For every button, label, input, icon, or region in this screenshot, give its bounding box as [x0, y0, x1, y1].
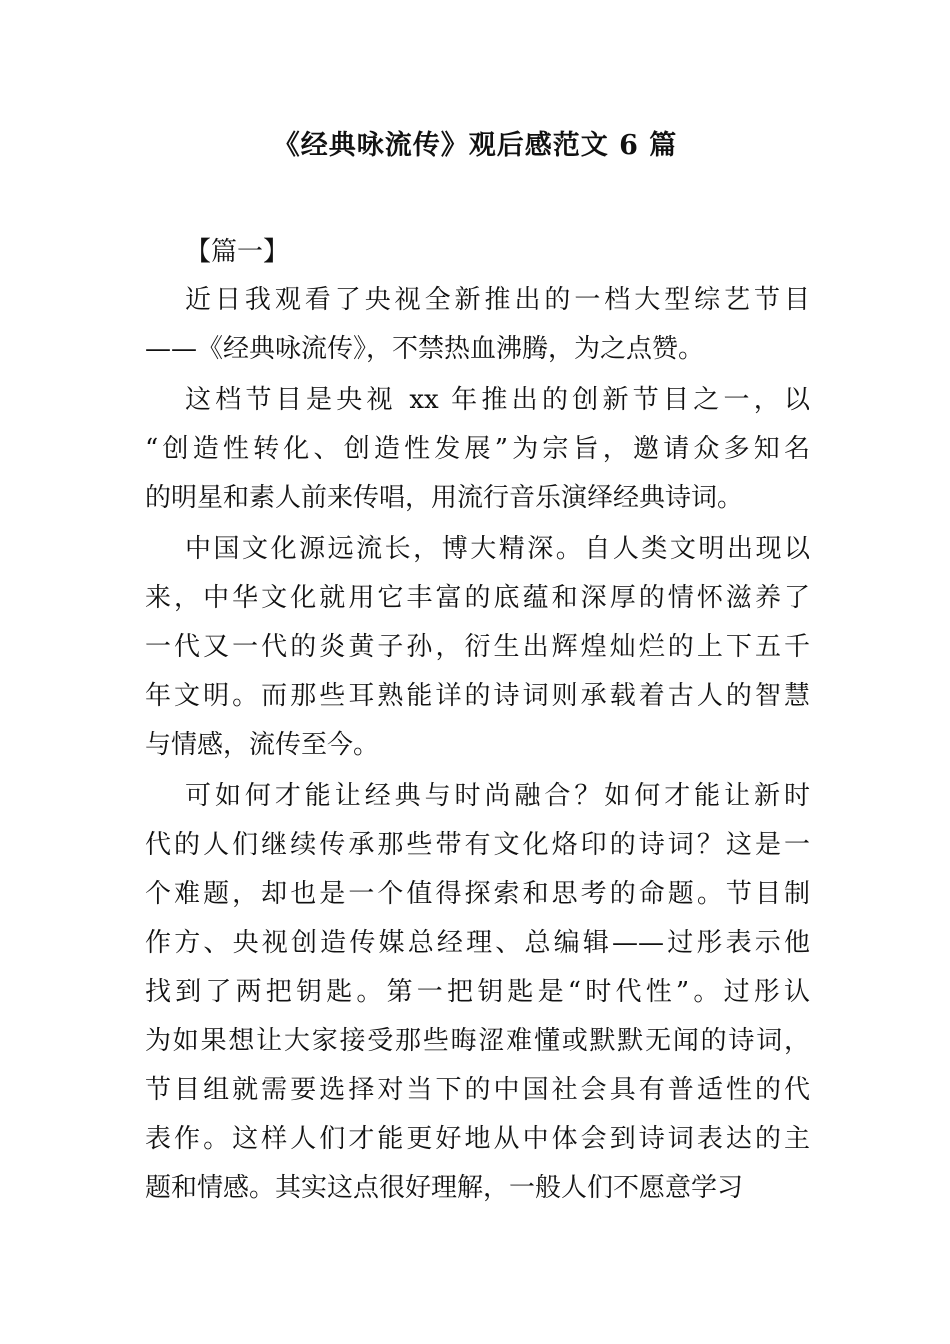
paragraph-1 — [145, 276, 810, 374]
paragraph-line: 与情感，流传至今。 — [145, 730, 380, 760]
paragraph-line: 中国文化源远流长，博大精深。自人类文明出现以 — [185, 534, 810, 564]
paragraph-line: 代的人们继续传承那些带有文化烙印的诗词？这是一 — [145, 830, 810, 860]
paragraph-line: 表作。这样人们才能更好地从中体会到诗词表达的主 — [145, 1124, 810, 1154]
paragraph-line: 可如何才能让经典与时尚融合？如何才能让新时 — [185, 781, 810, 811]
paragraph-line: 年文明。而那些耳熟能详的诗词则承载着古人的智慧 — [145, 681, 810, 711]
section-label: 【篇一】 — [185, 237, 290, 267]
document-title: 《经典咏流传》观后感范文 6 篇 — [272, 130, 678, 161]
paragraph-line: “创造性转化、创造性发展”为宗旨，邀请众多知名 — [145, 434, 810, 464]
paragraph-line: 找到了两把钥匙。第一把钥匙是“时代性”。过彤认 — [145, 977, 810, 1007]
document-body — [145, 228, 810, 1213]
paragraph-line: 的明星和素人前来传唱，用流行音乐演绎经典诗词。 — [145, 483, 744, 513]
paragraph-line: 来，中华文化就用它丰富的底蕴和深厚的情怀滋养了 — [145, 583, 810, 613]
paragraph-3 — [145, 525, 810, 770]
paragraph-line: ——《经典咏流传》，不禁热血沸腾，为之点赞。 — [145, 334, 705, 364]
paragraph-line: 节目组就需要选择对当下的中国社会具有普适性的代 — [145, 1075, 810, 1105]
paragraph-line: 这档节目是央视 xx 年推出的创新节目之一，以 — [185, 385, 810, 415]
paragraph-line: 作方、央视创造传媒总经理、总编辑——过彤表示他 — [145, 928, 810, 958]
paragraph-4 — [145, 772, 810, 1213]
paragraph-line: 一代又一代的炎黄子孙，衍生出辉煌灿烂的上下五千 — [145, 632, 810, 662]
paragraph-2 — [145, 376, 810, 523]
paragraph-line: 个难题，却也是一个值得探索和思考的命题。节目制 — [145, 879, 810, 909]
paragraph-line: 题和情感。其实这点很好理解，一般人们不愿意学习 — [145, 1173, 744, 1203]
paragraph-line: 为如果想让大家接受那些晦涩难懂或默默无闻的诗词， — [145, 1026, 810, 1056]
paragraph-line: 近日我观看了央视全新推出的一档大型综艺节目 — [185, 285, 810, 315]
